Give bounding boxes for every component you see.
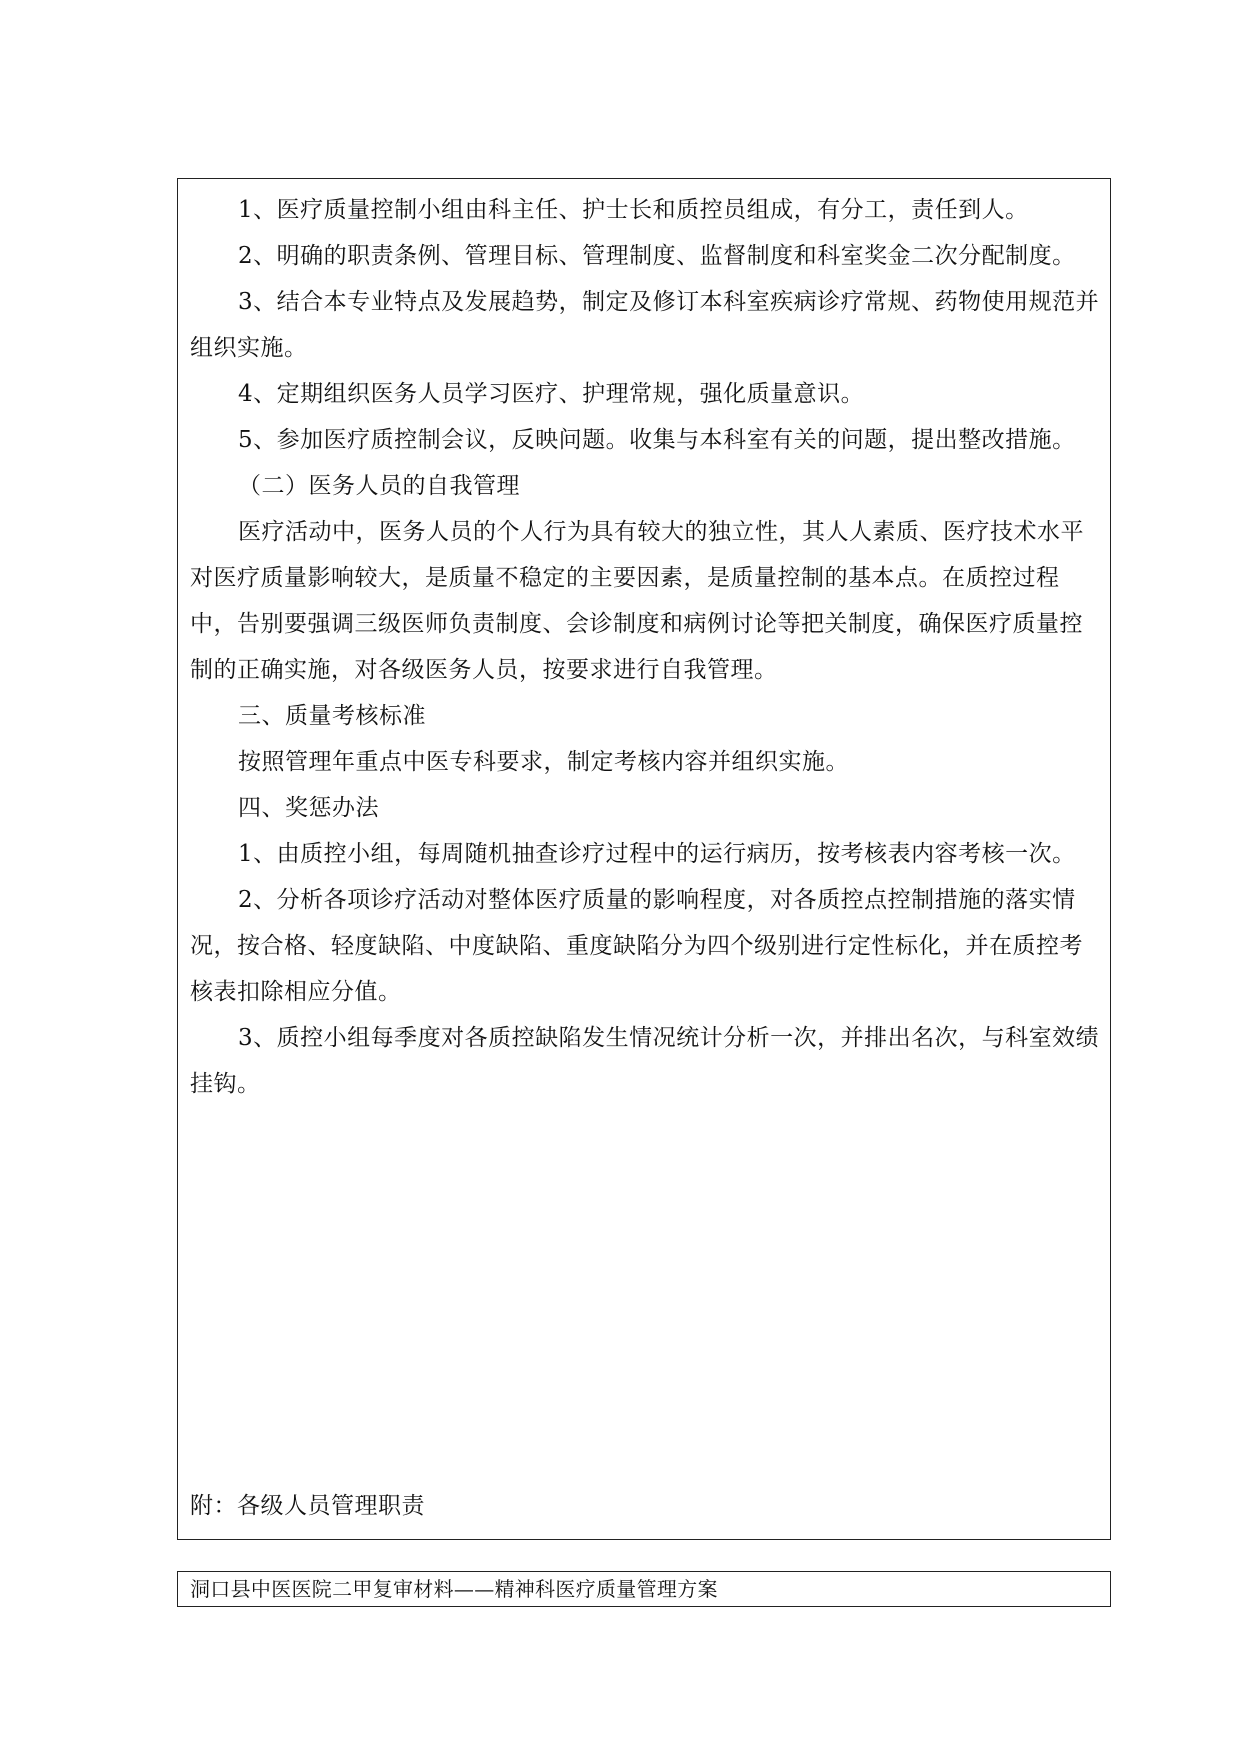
- paragraph: 2、明确的职责条例、管理目标、管理制度、监督制度和科室奖金二次分配制度。: [238, 243, 1076, 269]
- paragraph: 2、分析各项诊疗活动对整体医疗质量的影响程度，对各质控点控制措施的落实情况，按合格、轻度缺陷、中度缺陷、重度缺陷分为四个级别进行定性标化，并在质控考核表扣除相应分值。: [190, 887, 1083, 1005]
- paragraph: 按照管理年重点中医专科要求，制定考核内容并组织实施。: [238, 749, 849, 775]
- paragraph: 3、结合本专业特点及发展趋势，制定及修订本科室疾病诊疗常规、药物使用规范并组织实施。: [190, 289, 1100, 361]
- section-heading: 四、奖惩办法: [238, 795, 379, 821]
- document-body-box: [177, 178, 1111, 1540]
- paragraph: 3、质控小组每季度对各质控缺陷发生情况统计分析一次，并排出名次，与科室效绩挂钩。: [190, 1025, 1100, 1097]
- paragraph: 医疗活动中，医务人员的个人行为具有较大的独立性，其人人素质、医疗技术水平对医疗质量影响较大，是质量不稳定的主要因素，是质量控制的基本点。在质控过程中，告别要强调三级医师负责制度、会诊制度和病例讨论等把关制度，确保医疗质量控制的正确实施，对各级医务人员，按要求进行自我管理。: [190, 519, 1084, 683]
- paragraph: 4、定期组织医务人员学习医疗、护理常规，强化质量意识。: [238, 381, 865, 407]
- document-content: [190, 187, 1102, 1107]
- footer-box: [177, 1571, 1111, 1607]
- section-heading: （二）医务人员的自我管理: [238, 473, 520, 499]
- paragraph: 1、由质控小组，每周随机抽查诊疗过程中的运行病历，按考核表内容考核一次。: [238, 841, 1076, 867]
- paragraph: 5、参加医疗质控制会议，反映问题。收集与本科室有关的问题，提出整改措施。: [238, 427, 1076, 453]
- annex-note: 附：各级人员管理职责: [190, 1493, 425, 1519]
- paragraph: 1、医疗质量控制小组由科主任、护士长和质控员组成，有分工，责任到人。: [238, 197, 1029, 223]
- footer-text: 洞口县中医医院二甲复审材料——精神科医疗质量管理方案: [190, 1577, 718, 1601]
- section-heading: 三、质量考核标准: [238, 703, 426, 729]
